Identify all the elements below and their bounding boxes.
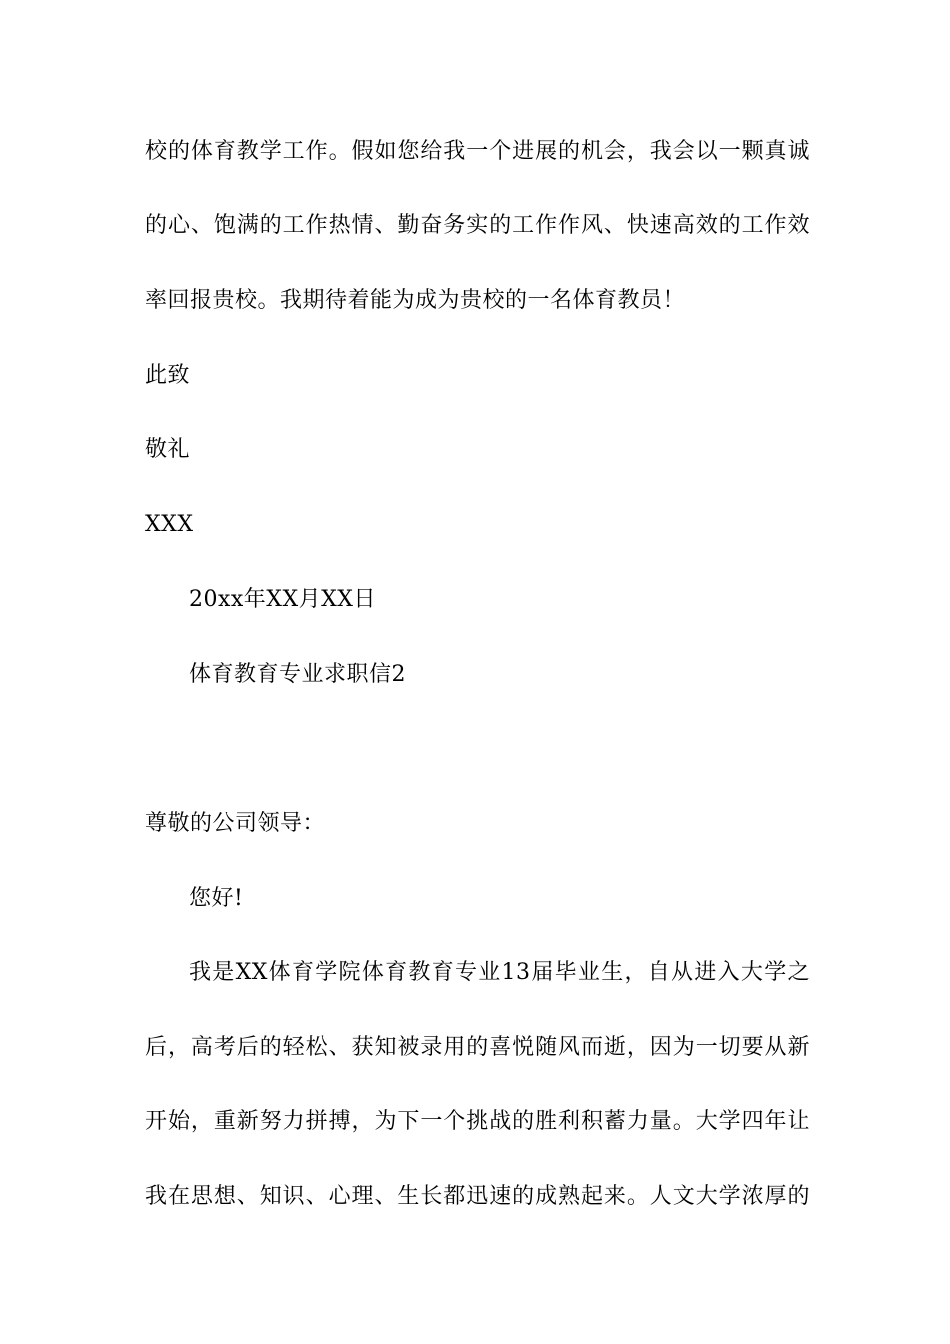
greeting: 您好! bbox=[189, 886, 244, 911]
section-title: 体育教育专业求职信2 bbox=[189, 662, 406, 687]
paragraph-line: 的心、饱满的工作热情、勤奋务实的工作作风、快速高效的工作效 bbox=[145, 213, 810, 238]
paragraph-line: 率回报贵校。我期待着能为成为贵校的一名体育教员！ bbox=[145, 288, 686, 313]
closing-line: 此致 bbox=[145, 363, 191, 388]
paragraph-line: 我是XX体育学院体育教育专业13届毕业生，自从进入大学之 bbox=[189, 960, 810, 985]
paragraph-line: 后，高考后的轻松、获知被录用的喜悦随风而逝，因为一切要从新 bbox=[145, 1035, 810, 1060]
paragraph-line: 校的体育教学工作。假如您给我一个进展的机会，我会以一颗真诚 bbox=[145, 139, 810, 164]
salutation: 尊敬的公司领导： bbox=[145, 811, 326, 836]
date-line: 20xx年XX月XX日 bbox=[189, 587, 376, 612]
signature: XXX bbox=[145, 512, 194, 537]
paragraph-line: 我在思想、知识、心理、生长都迅速的成熟起来。人文大学浓厚的 bbox=[145, 1184, 810, 1209]
closing-line: 敬礼 bbox=[145, 437, 191, 462]
paragraph-line: 开始，重新努力拼搏，为下一个挑战的胜利积蓄力量。大学四年让 bbox=[145, 1109, 810, 1134]
